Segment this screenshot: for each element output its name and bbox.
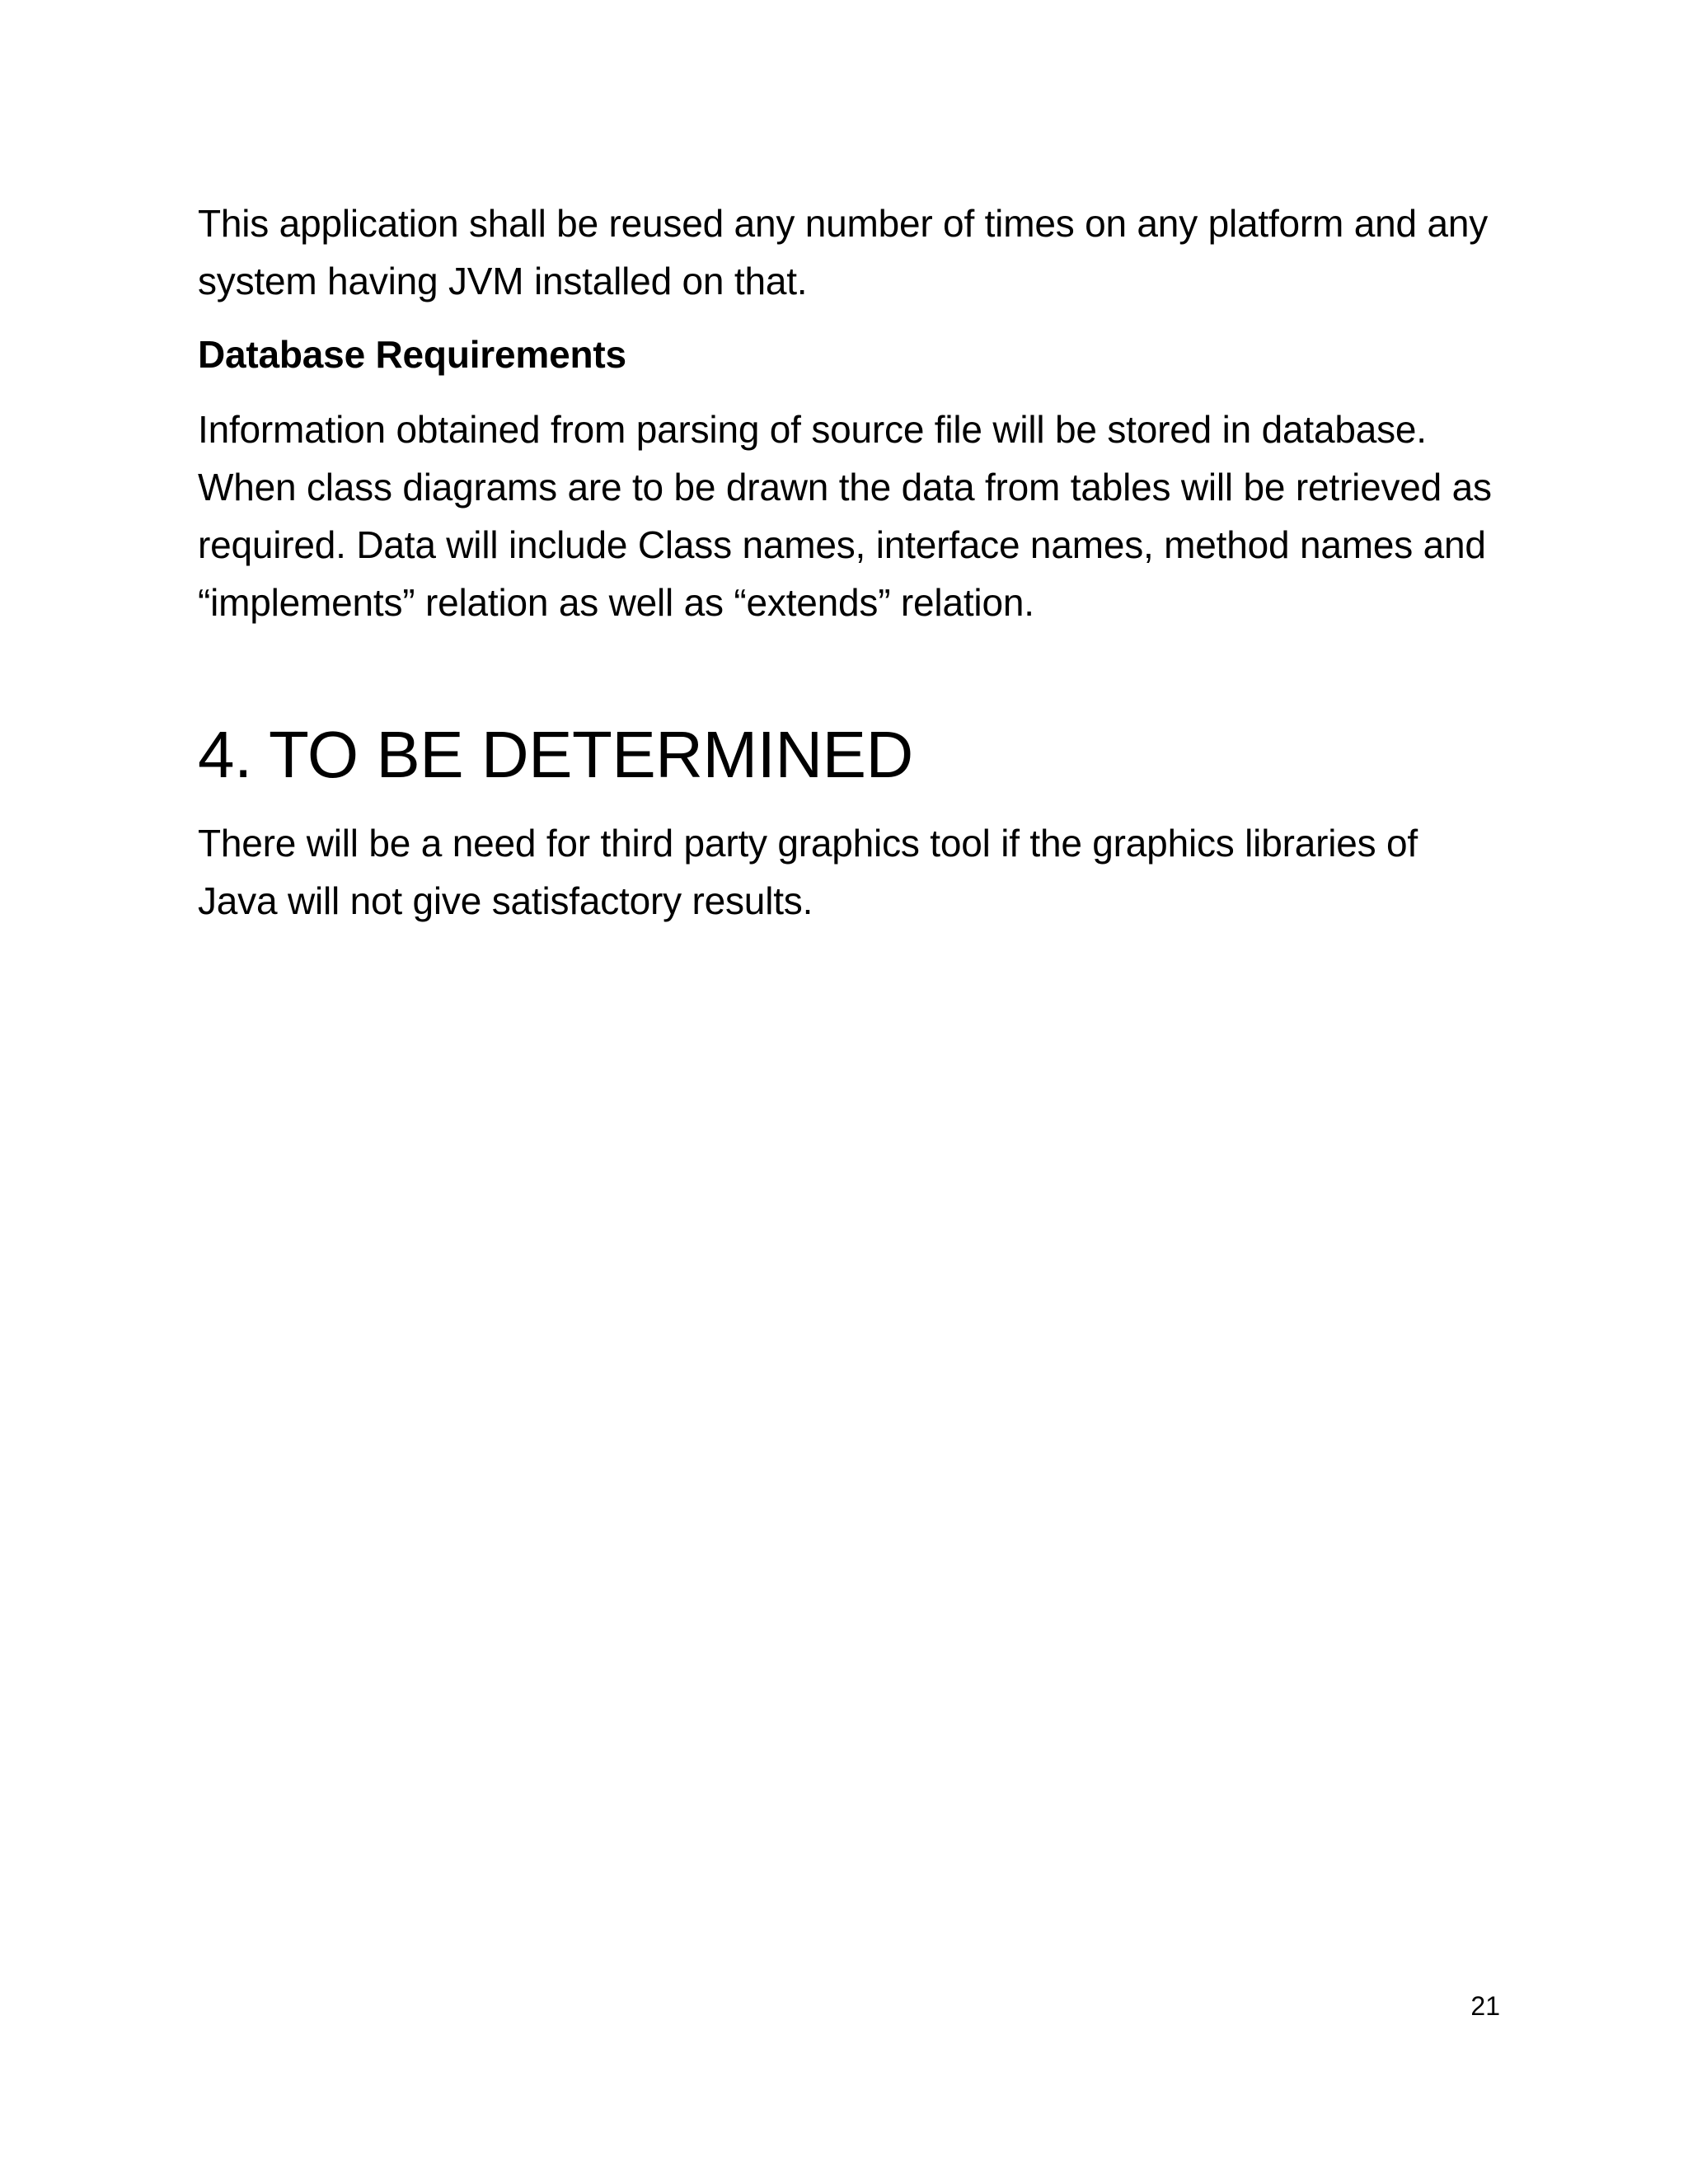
page-number: 21: [1470, 1991, 1500, 2021]
page-content: [198, 194, 1492, 930]
to-be-determined-heading: 4. TO BE DETERMINED: [198, 718, 913, 791]
intro-paragraph: This application shall be reused any number of times on any platform and any system having JVM installed on that.: [198, 202, 1489, 302]
database-requirements-paragraph: Information obtained from parsing of source file will be stored in database. When class diagrams are to be drawn the data from tables will be retrieved as required. Data will include Class names, interface names, method names and “implements” relation as well as “extends” relation.: [198, 408, 1492, 624]
database-requirements-heading: Database Requirements: [198, 333, 626, 376]
to-be-determined-paragraph: There will be a need for third party graphics tool if the graphics libraries of Java will not give satisfactory results.: [198, 822, 1418, 922]
